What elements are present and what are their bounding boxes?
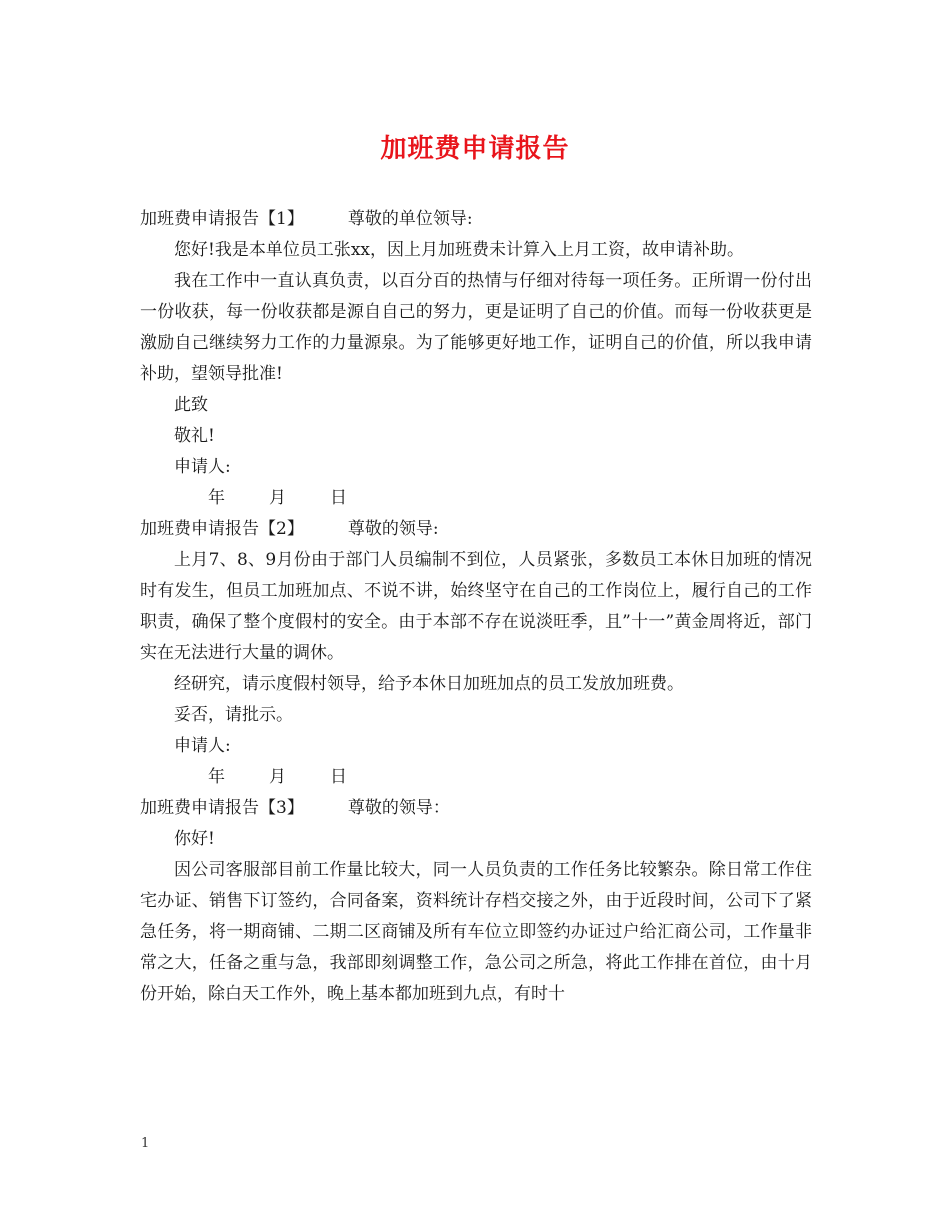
greeting-line: 你好!: [174, 829, 215, 849]
salutation: 尊敬的领导:: [347, 519, 439, 539]
date-line: [140, 483, 812, 514]
salutation: 尊敬的领导：: [347, 798, 450, 818]
section-heading: 加班费申请报告【1】: [140, 209, 304, 229]
paragraph: 我在工作中一直认真负责，以百分百的热情与仔细对待每一项任务。正所谓一份付出一份收获，每一份收获都是源自自己的努力，更是证明了自己的价值。而每一份收获更是激励自己继续努力工作的力量源泉。为了能够更好地工作，证明自己的价值，所以我申请补助，望领导批准!: [140, 271, 812, 384]
section-heading-line: [140, 514, 812, 545]
section-heading-line: [140, 793, 812, 824]
section-heading: 加班费申请报告【2】: [140, 519, 304, 539]
closing-line: 敬礼!: [174, 426, 215, 446]
document-body: [140, 204, 812, 1010]
date-month: 月: [269, 767, 286, 787]
paragraph: 您好!我是本单位员工张xx，因上月加班费未计算入上月工资，故申请补助。: [174, 240, 745, 260]
date-day: 日: [330, 767, 347, 787]
applicant-line: 申请人:: [174, 457, 231, 477]
section-heading-line: [140, 204, 812, 235]
date-line: [140, 762, 812, 793]
paragraph: 因公司客服部目前工作量比较大，同一人员负责的工作任务比较繁杂。除日常工作住宅办证、销售下订签约，合同备案，资料统计存档交接之外，由于近段时间，公司下了紧急任务，将一期商铺、二期二区商铺及所有车位立即签约办证过户给汇商公司，工作量非常之大，任备之重与急，我部即刻调整工作，急公司之所急，将此工作排在首位，由十月份开始，除白天工作外，晚上基本都加班到九点，有时十: [140, 860, 812, 1004]
closing-line: 此致: [174, 395, 208, 415]
applicant-line: 申请人:: [174, 736, 231, 756]
date-year: 年: [208, 488, 225, 508]
page-number: 1: [141, 1136, 150, 1151]
paragraph: 经研究，请示度假村领导，给予本休日加班加点的员工发放加班费。: [174, 674, 684, 694]
document-title: 加班费申请报告: [380, 134, 570, 164]
date-month: 月: [269, 488, 286, 508]
date-year: 年: [208, 767, 225, 787]
paragraph: 上月7、8、9月份由于部门人员编制不到位，人员紧张，多数员工本休日加班的情况时有发生，但员工加班加点、不说不讲，始终坚守在自己的工作岗位上，履行自己的工作职责，确保了整个度假村的安全。由于本部不存在说淡旺季，且”十一”黄金周将近，部门实在无法进行大量的调休。: [140, 550, 812, 663]
date-day: 日: [330, 488, 347, 508]
closing-line: 妥否，请批示。: [174, 705, 293, 725]
section-heading: 加班费申请报告【3】: [140, 798, 304, 818]
salutation: 尊敬的单位领导:: [347, 209, 473, 229]
